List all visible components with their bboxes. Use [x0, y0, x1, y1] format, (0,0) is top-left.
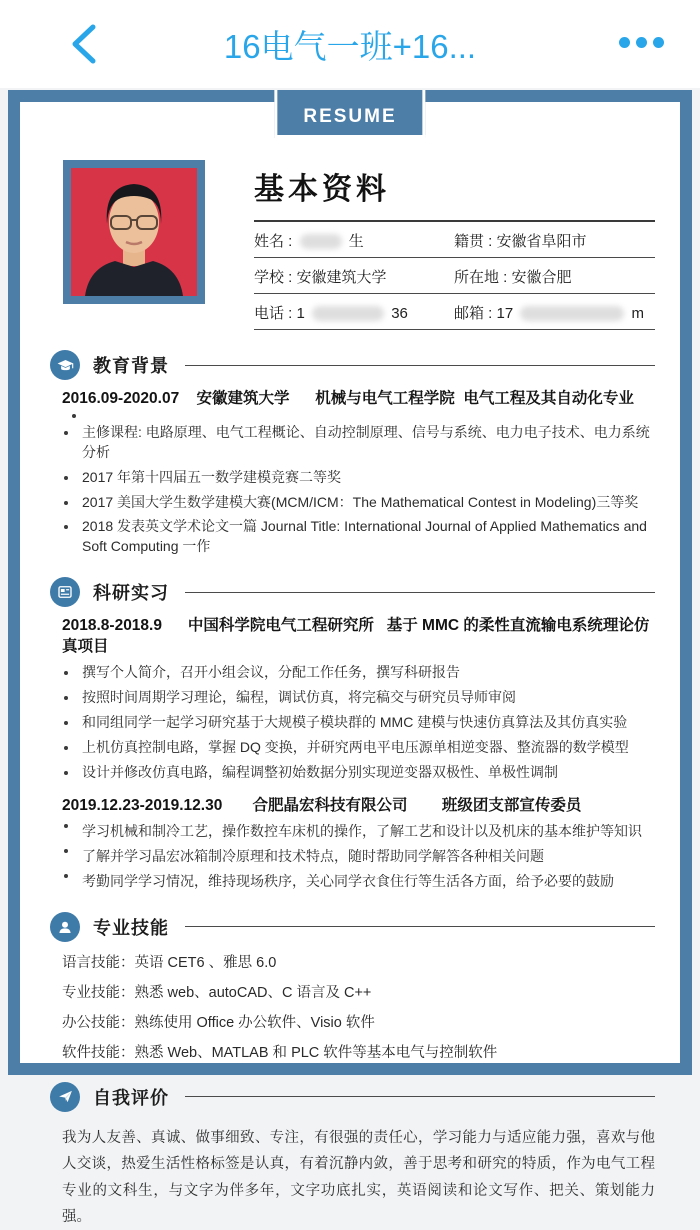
email-field: 邮箱 : 17 m — [454, 305, 645, 322]
section-title: 专业技能 — [93, 917, 169, 938]
redacted-email — [520, 306, 624, 321]
job-entry-headline: 2019.12.23-2019.12.30 合肥晶宏科技有限公司 班级团支部宣传委员 — [62, 797, 582, 815]
skills-section — [50, 912, 655, 1062]
section-rule — [185, 592, 655, 593]
section-rule — [185, 365, 655, 366]
skill-line: 软件技能：熟悉 Web、MATLAB 和 PLC 软件等基本电气与控制软件 — [62, 1044, 498, 1061]
name-field: 姓名 : 生 — [254, 233, 364, 250]
list-item: 按照时间周期学习理论，编程，调试仿真，将完稿交与研究员导师审阅 — [64, 688, 655, 708]
list-item: 主修课程: 电路原理、电气工程概论、自动控制原理、信号与系统、电力电子技术、电力系统分析 — [64, 423, 655, 463]
list-item: 2017 美国大学生数学建模大赛(MCM/ICM：The Mathematical Contest in Modeling)三等奖 — [64, 493, 655, 513]
native-place-field: 籍贯 : 安徽省阜阳市 — [454, 233, 587, 250]
more-options-icon[interactable] — [619, 37, 664, 48]
skill-line: 专业技能：熟悉 web、autoCAD、C 语言及 C++ — [62, 984, 372, 1001]
evaluation-paragraph: 我为人友善、真诚、做事细致、专注，有很强的责任心，学习能力与适应能力强，喜欢与他人交谈，热爱生活性格标签是认真，有着沉静内敛，善于思考和研究的特质，作为电气工程专业的文科生，与文字为伴多年，文字功底扎实，英语阅读和论文写作、把关、策划能力强。 — [62, 1129, 655, 1226]
basic-info-title: 基本资料 — [254, 164, 655, 222]
page-background — [0, 88, 700, 1226]
list-item: 设计并修改仿真电路，编程调整初始数据分别实现逆变器双极性、单极性调制 — [64, 763, 655, 783]
list-item: 2017 年第十四届五一数学建模竞赛二等奖 — [64, 468, 655, 488]
section-title: 科研实习 — [93, 583, 169, 604]
skill-line: 办公技能：熟练使用 Office 办公软件、Visio 软件 — [62, 1014, 375, 1031]
info-row — [254, 294, 655, 330]
list-item: 2018 发表英文学术论文一篇 Journal Title: International Journal of Applied Mathematics and Soft Computing 一作 — [64, 517, 655, 557]
back-icon[interactable] — [66, 22, 100, 66]
app-bar — [0, 0, 700, 88]
paper-plane-icon — [50, 1082, 80, 1112]
basic-info-section — [63, 160, 655, 330]
education-section — [50, 350, 655, 557]
school-field: 学校 : 安徽建筑大学 — [254, 269, 387, 286]
user-icon — [50, 912, 80, 942]
section-rule — [185, 1096, 655, 1097]
list-item: 和同组同学一起学习研究基于大规模子模块群的 MMC 建模与快速仿真算法及其仿真实验 — [64, 713, 655, 733]
self-evaluation-section — [50, 1082, 655, 1230]
research-section — [50, 577, 655, 892]
graduation-cap-icon — [50, 350, 80, 380]
resume-document — [8, 90, 692, 1226]
redacted-name — [300, 234, 342, 249]
info-row — [254, 258, 655, 294]
research-entry-headline: 2018.8-2018.9 中国科学院电气工程研究所 基于 MMC 的柔性直流输电系统理论仿真项目 — [62, 617, 650, 656]
section-title: 自我评价 — [93, 1087, 169, 1108]
resume-banner: RESUME — [274, 90, 425, 138]
redacted-phone — [312, 306, 384, 321]
clipboard-icon — [50, 577, 80, 607]
id-photo — [63, 160, 205, 304]
info-row — [254, 222, 655, 258]
list-item: 撰写个人简介，召开小组会议，分配工作任务，撰写科研报告 — [64, 663, 655, 683]
list-item: 考勤同学学习情况，维持现场秩序，关心同学衣食住行等生活各方面，给予必要的鼓励 — [64, 872, 655, 892]
section-rule — [185, 926, 655, 927]
list-item: 上机仿真控制电路，掌握 DQ 变换，并研究两电平电压源单相逆变器、整流器的数学模型 — [64, 738, 655, 758]
education-headline: 2016.09-2020.07 安徽建筑大学 机械与电气工程学院 电气工程及其自动化专业 — [62, 390, 634, 407]
stray-bullet — [72, 414, 76, 418]
list-item: 了解并学习晶宏冰箱制冷原理和技术特点，随时帮助同学解答各种相关问题 — [64, 847, 655, 867]
location-field: 所在地 : 安徽合肥 — [454, 269, 572, 286]
section-title: 教育背景 — [93, 356, 169, 376]
skill-line: 语言技能：英语 CET6 、雅思 6.0 — [62, 954, 277, 971]
page-title: 16电气一班+16... — [223, 27, 477, 65]
phone-field: 电话 : 1 36 — [254, 305, 408, 322]
list-item: 学习机械和制冷工艺，操作数控车床机的操作，了解工艺和设计以及机床的基本维护等知识 — [64, 822, 655, 842]
